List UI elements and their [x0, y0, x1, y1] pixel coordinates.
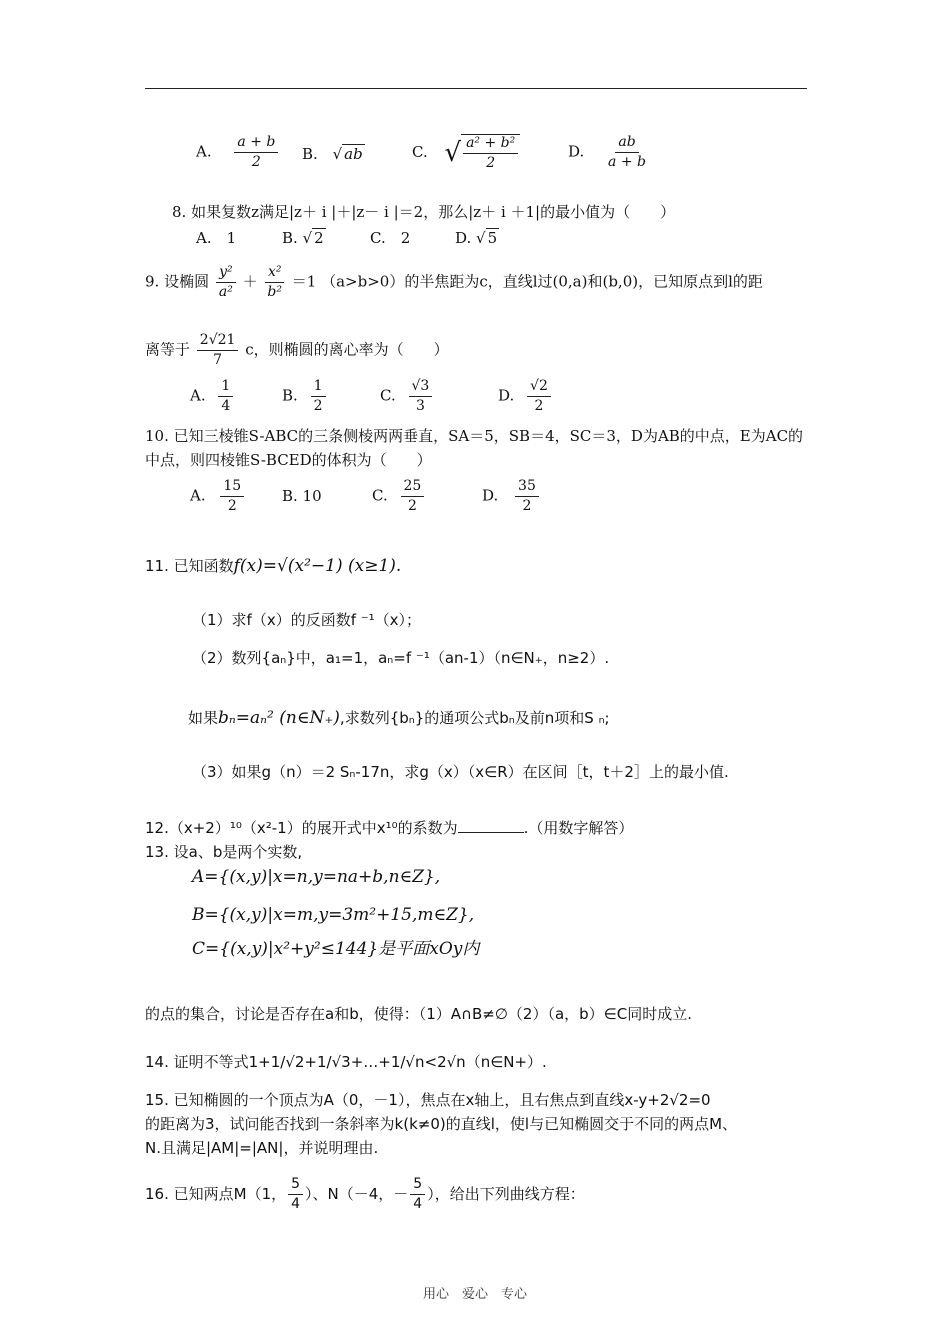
q13-set-a: A={(x,y)|x=n,y=na+b,n∈Z},: [192, 867, 441, 887]
q10-stem-line2: 中点，则四棱锥S-BCED的体积为（ ）: [145, 451, 432, 469]
q15-line1: 15. 已知椭圆的一个顶点为A（0，－1），焦点在x轴上，且右焦点到直线x-y+2√2=0: [145, 1091, 711, 1109]
q10-option-d: D. $\frac{35}{2}$: [482, 478, 541, 515]
q14-inequality: 1+1/√2+1/√3+…+1/√n<2√n: [248, 1053, 466, 1071]
q7-option-a: A. $\frac{a + b}{2}$: [196, 134, 280, 171]
q7-option-c: C. √ $\frac{\text{a² + b²}}{2}$: [412, 134, 522, 172]
q10-option-c: C. $\frac{25}{2}$: [372, 478, 426, 515]
q11-part2: （2）数列{aₙ}中，a₁=1，aₙ=f ⁻¹（an-1）（n∈N₊，n≥2）.: [192, 649, 610, 667]
q9-option-c: C. $\frac{√3}{3}$: [380, 378, 434, 415]
q16: 16. 已知两点M（1， $\frac{5}{4}$ ）、N（－4，－ $\frac{5}{4}$ ），给出下列曲线方程：: [145, 1176, 585, 1212]
q14: 14. 证明不等式1+1/√2+1/√3+…+1/√n<2√n（n∈N+）.: [145, 1053, 547, 1071]
q10-stem-line1: 10. 已知三棱锥S-ABC的三条侧棱两两垂直，SA＝5，SB＝4，SC＝3，D为AB的中点，E为AC的: [145, 427, 804, 445]
q9-option-d: D. $\frac{√2}{2}$: [498, 378, 553, 415]
q9-option-b: B. $\frac{1}{2}$: [282, 378, 328, 415]
q9-option-a: A. $\frac{1}{4}$: [190, 378, 235, 415]
header-rule: [145, 88, 807, 89]
answer-blank: [458, 818, 524, 833]
q13-stem: 13. 设a、b是两个实数,: [145, 843, 303, 861]
q11-stem: 11. 已知函数f(x)=√(x²−1) (x≥1).: [145, 556, 402, 576]
q13-set-c: C={(x,y)|x²+y²≤144}是平面xOy内: [192, 939, 480, 959]
q7-option-d: D. $\frac{ab}{a + b}$: [568, 134, 646, 170]
q12: 12.（x+2）¹⁰（x²-1）的展开式中x¹⁰的系数为 .（用数字解答）: [145, 819, 634, 837]
q11-part1: （1）求f（x）的反函数f ⁻¹（x）；: [192, 611, 422, 629]
q7-option-b: B. √ ab: [302, 145, 363, 163]
q8-option-d: D. √ 5: [455, 229, 498, 247]
q13-set-b: B={(x,y)|x=m,y=3m²+15,m∈Z},: [192, 905, 475, 925]
q15-line3: N.且满足|AM|=|AN|，并说明理由.: [145, 1139, 379, 1157]
q9-stem-line2: 离等于 $\frac{2√21}{7}$ c，则椭圆的离心率为（ ）: [145, 332, 449, 368]
q10-option-b: B. 10: [282, 487, 322, 505]
q11-part3: （3）如果g（n）＝2 Sₙ-17n，求g（x）（x∈R）在区间［t，t＋2］上的最小值.: [192, 763, 729, 781]
q9-stem-line1: 9. 设椭圆 $\frac{\text{y²}}{\text{a²}}$ ＋ $\frac{\text{x²}}{\text{b²}}$ ＝1 （a>b>0）的半焦距为c，直线l过(0,a)和(b,0)，已知原点到l的距: [145, 264, 763, 300]
q11-part2b: 如果bₙ=aₙ² (n∈N₊),求数列{bₙ}的通项公式bₙ及前n项和S ₙ;: [188, 708, 610, 728]
q8-option-a: A. 1: [196, 229, 237, 247]
q8-option-c: C. 2: [370, 229, 411, 247]
q8-stem: 8. 如果复数z满足|z＋ i |＋|z－ i |＝2，那么|z＋ i ＋1|的最小值为（ ）: [172, 203, 676, 221]
page-footer: 用心 爱心 专心: [422, 1287, 527, 1302]
q15-line2: 的距离为3，试问能否找到一条斜率为k(k≠0)的直线l，使l与已知椭圆交于不同的两点M、: [145, 1115, 738, 1133]
q10-option-a: A. $\frac{15}{2}$: [190, 478, 246, 515]
q13-tail: 的点的集合，讨论是否存在a和b，使得：（1）A∩B≠∅（2）（a，b）∈C同时成立.: [145, 1005, 692, 1023]
q8-option-b: B. √ 2: [282, 229, 324, 247]
